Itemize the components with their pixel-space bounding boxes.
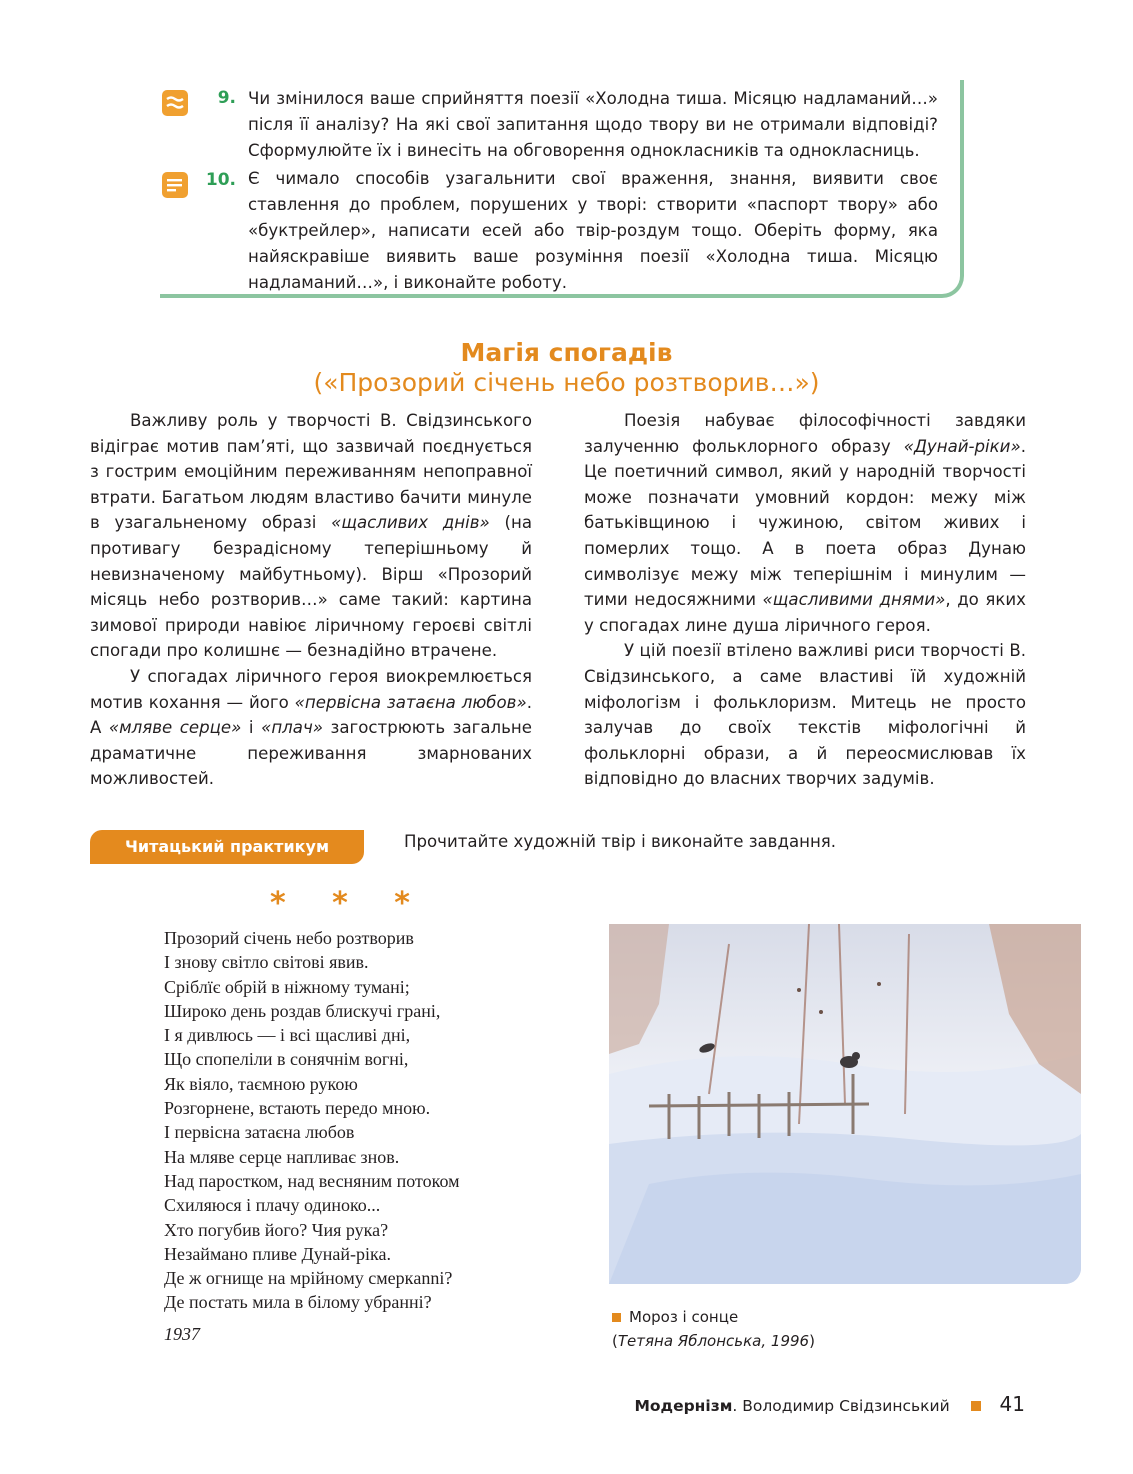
poem-line: Де ж огнище на мрійному смеркanni? (164, 1268, 453, 1289)
right-paragraph-1: Поезія набуває філософічності завдяки залученню фольклорного образу «Дунай-ріки». Це поетичний символ, який у народній творчості може позначати умовний кордон: межу між батьківщиною і чужиною, світом живих і померлих тощо. А в поета образ Дунаю символізує межу між теперішнім і минулим — тими недосяжними «щасливими днями», до яких у спогадах лине душа ліричного героя. (584, 411, 1026, 635)
poem-line: Хто погубив його? Чия рука? (164, 1219, 389, 1240)
left-paragraph-2: У спогадах ліричного героя виокремлюється мотив кохання — його «первісна затаєна любов». А «мляве серце» і «плач» загострюють загальне драматичне переживання змарнованих можливостей. (90, 666, 532, 789)
poem-line: І я дивлюсь — і всі щасливі дні, (164, 1025, 411, 1046)
question-number-10: 10. (205, 170, 236, 190)
section-subtitle: («Прозорий січень небо розтворив…») (313, 368, 820, 397)
poem-line: Незаймано пливе Дунай-ріка. (164, 1243, 391, 1264)
question-number-9: 9. (217, 88, 236, 108)
poem-year: 1937 (164, 1324, 200, 1344)
poem-line: Над паростком, над весняним потоком (164, 1170, 460, 1191)
poem-line: На мляве серце напливає знов. (164, 1146, 400, 1167)
question-text-9: Чи змінилося ваше сприйняття поезії «Холодна тиша. Місяцю надламаний…» після її аналізу? На які свої запитання щодо твору ви не отримали відповіді? Сформулюйте їх і винесіть на обговорення однокласників та однокласниць. (248, 89, 938, 160)
poem-line: Сріблїє обрій в ніжному тумані; (164, 976, 410, 997)
section-title: Магія спогадів (460, 338, 673, 367)
reading-practice-badge: Читацький практикум (90, 830, 364, 864)
page-number: 41 (999, 1392, 1025, 1416)
poem-line: Широко день роздав блискучі грані, (164, 1000, 441, 1021)
right-column (584, 408, 1026, 792)
poem-stars: * * * (270, 886, 428, 921)
page-footer: Модернізм. Володимир Свідзинський 41 (634, 1392, 1025, 1416)
footer-bullet (971, 1401, 981, 1411)
poem-line: Розгорнене, встають передо мною. (164, 1098, 431, 1119)
poem-line: Де постать мила в білому убранні? (164, 1292, 432, 1313)
left-paragraph-1: Важливу роль у творчості В. Свідзинського відіграє мотив пам’яті, що зазвичай поєднується з гострим емоційним переживанням непоправної втрати. Багатьом людям властиво бачити минуле в узагальненому образі «щасливих днів» (на противагу безрадісному теперішньому й невизначеному майбутньому). Вірш «Прозорий місяць небо розтворив…» саме такий: картина зимової природи навіює ліричному героєві світлі спогади про колишнє — безнадійно втрачене. (90, 411, 532, 661)
painting-frost-and-sun (609, 924, 1081, 1284)
poem-line: Схиляюся і плачу одиноко... (164, 1195, 381, 1216)
poem-line: І первісна затаєна любов (164, 1122, 355, 1143)
poem-line: Прозорий січень небо розтворив (164, 928, 414, 948)
practice-instruction: Прочитайте художній твір і виконайте завдання. (404, 832, 837, 851)
right-paragraph-2: У цій поезії втілено важливі риси творчості В. Свідзинського, а саме властиві їй художній міфологізм і фольклоризм. Митець не просто залучав до своїх текстів міфологічні й фольклорні образи, а й переосмислював їх відповідно до власних творчих задумів. (584, 641, 1026, 789)
painting-caption: Мороз і сонце (Тетяна Яблонська, 1996) (612, 1308, 815, 1350)
poem-line: Що спопеліли в сонячнім вогні, (164, 1049, 409, 1070)
poem-line: І знову світло світові явив. (164, 952, 369, 973)
question-text-10: Є чимало способів узагальнити свої враження, знання, виявити своє ставлення до проблем, порушених у творі: створити «паспорт твору» або «буктрейлер», написати есей або твір-роздум тощо. Оберіть форму, яка найяскравіше виявить ваше розуміння поезії «Холодна тиша. Місяцю надламаний…», і виконайте роботу. (248, 169, 938, 292)
poem-line: Як віяло, таємною рукою (164, 1073, 358, 1094)
discussion-icon (162, 90, 188, 116)
writing-icon (162, 172, 188, 198)
caption-bullet (612, 1313, 621, 1322)
left-column (90, 408, 532, 792)
poem-text (164, 926, 460, 1315)
